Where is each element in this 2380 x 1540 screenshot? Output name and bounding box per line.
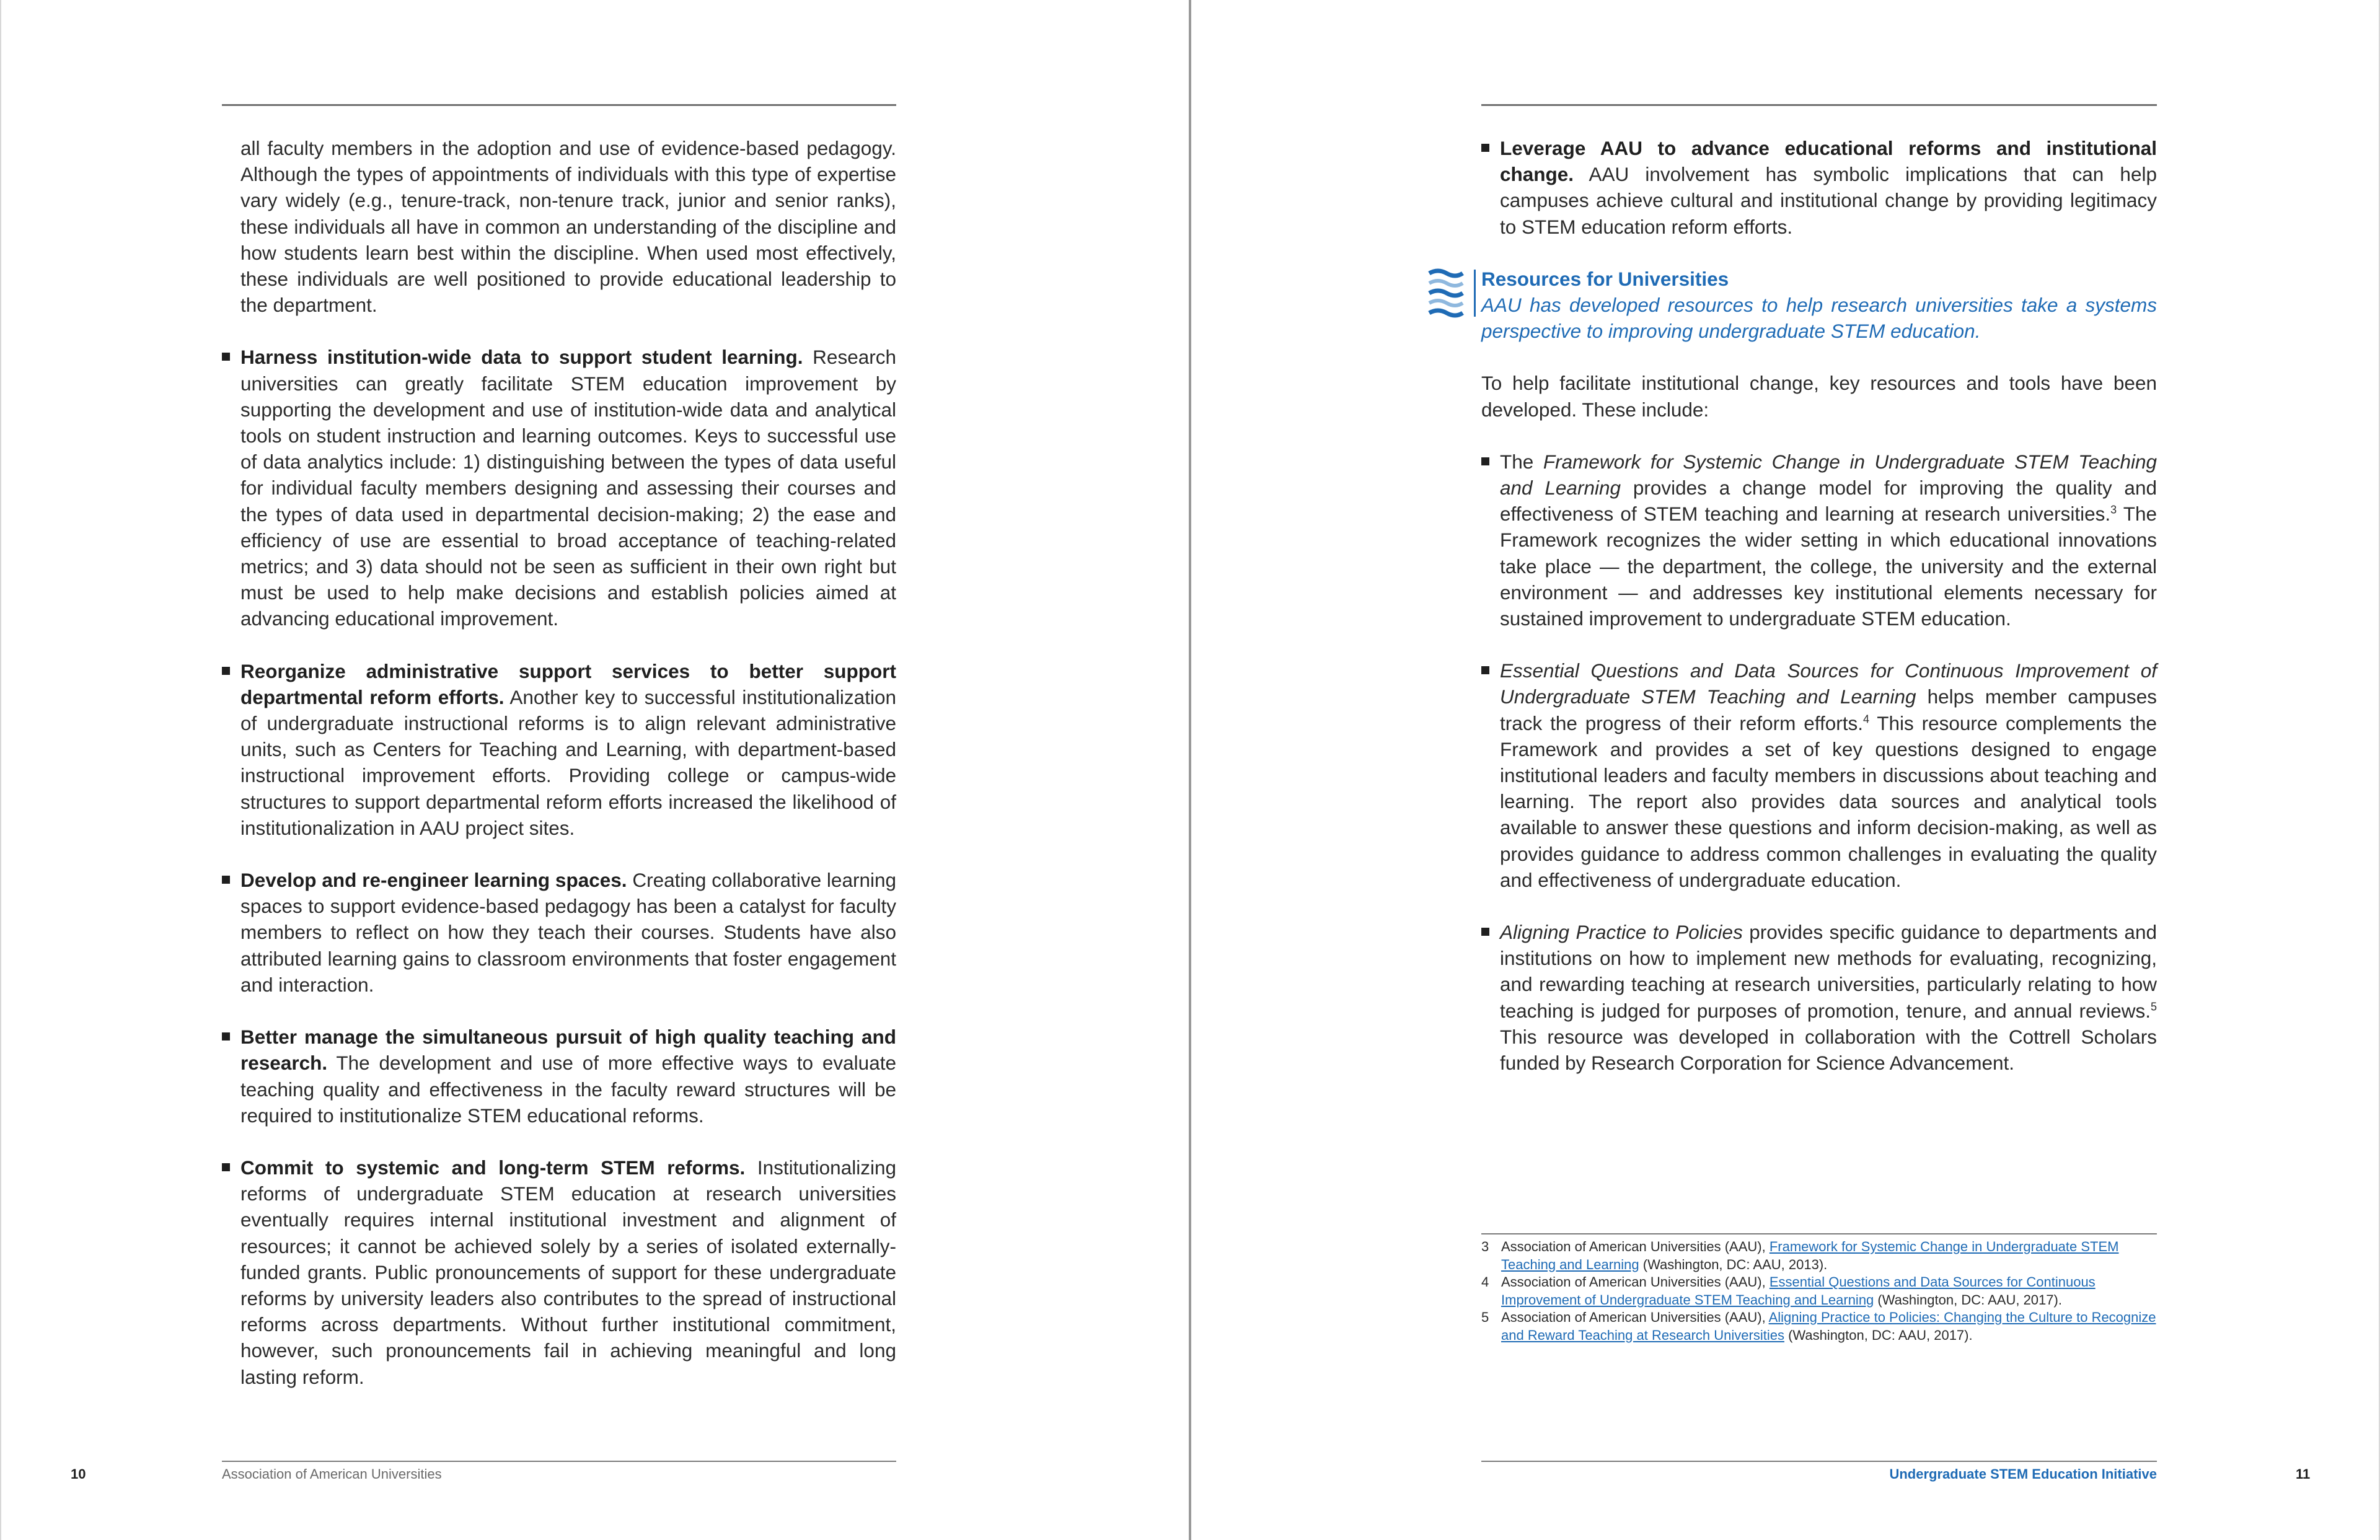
item-lead: The bbox=[1500, 450, 1543, 473]
footer-org-name: Association of American Universities bbox=[222, 1466, 442, 1482]
spread-gutter-divider bbox=[1189, 0, 1191, 1540]
bullet-reorganize-services bbox=[222, 658, 896, 841]
right-page-column bbox=[1481, 135, 2157, 1102]
footer-initiative-name: Undergraduate STEM Education Initiative bbox=[1889, 1466, 2157, 1482]
bullet-square-icon bbox=[222, 1163, 230, 1171]
bullet-harness-data bbox=[222, 344, 896, 631]
resource-item-framework bbox=[1481, 449, 2157, 631]
bullet-body: AAU involvement has symbolic implications that can help campuses achieve cultural and institutional change by providing legitimacy to STEM education reform efforts. bbox=[1500, 163, 2157, 238]
bullet-heading: Leverage AAU to advance educational reforms and institutional change. bbox=[1500, 137, 2157, 186]
footnote-post: (Washington, DC: AAU, 2013). bbox=[1639, 1256, 1828, 1272]
aau-stem-logo-icon bbox=[1424, 267, 1468, 319]
resources-title: Resources for Universities bbox=[1481, 267, 1729, 290]
item-tail: This resource was developed in collaboration with the Cottrell Scholars funded by Research Corporation for Science Advancement. bbox=[1500, 1025, 2157, 1075]
item-body: helps member campuses track the progress of their reform efforts. bbox=[1500, 685, 2157, 734]
footnote-pre: Association of American Universities (AAU), bbox=[1501, 1274, 1770, 1290]
item-title: Aligning Practice to Policies bbox=[1500, 921, 1743, 944]
footnote-number: 3 bbox=[1481, 1239, 1489, 1254]
bullet-square-icon bbox=[222, 876, 230, 884]
footnote-post: (Washington, DC: AAU, 2017). bbox=[1874, 1291, 2062, 1308]
footnote-3 bbox=[1481, 1238, 2157, 1274]
footnotes bbox=[1481, 1233, 2157, 1344]
bullet-body: Institutionalizing reforms of undergraduate STEM education at research universities eventually requires internal institutional investment and alignment of resources; it cannot be achieved solely by a series of isolated externally-funded grants. Public pronouncements of support for these undergraduate reforms by university leaders also contributes to the spread of instructional reforms across departments. Without further institutional commitment, however, such pronouncements fail in achieving meaningful and long lasting reform. bbox=[240, 1156, 897, 1388]
left-page-column bbox=[222, 135, 896, 1416]
page-number-right: 11 bbox=[2296, 1466, 2311, 1482]
footnote-ref: 5 bbox=[2150, 1000, 2157, 1013]
item-body: provides a change model for improving the quality and effectiveness of STEM teaching and learning at research universities. bbox=[1500, 477, 2157, 526]
bullet-body: Creating collaborative learning spaces to support evidence-based pedagogy has been a catalyst for faculty members to reflect on how they teach their courses. Students have also attributed learning gains to classroom environments that foster engagement and interaction. bbox=[240, 869, 897, 996]
bullet-learning-spaces bbox=[222, 867, 896, 998]
item-title: Essential Questions and Data Sources for Continuous Improvement of Undergraduate STEM Teaching and Learning bbox=[1500, 659, 2157, 708]
bullet-body: Research universities can greatly facilitate STEM education improvement by supporting the development and use of institution-wide data and analytical tools on student instruction and learning outcomes. Keys to successful use of data analytics include: 1) distinguishing between the types of data useful for individual faculty members designing and assessing their courses and the types of data used in departmental decision-making; 2) the ease and efficiency of use are essential to broad acceptance of teaching-related metrics; and 3) data should not be seen as sufficient in their own right but must be used to help make decisions and establish policies aimed at advancing educational improvement. bbox=[240, 346, 896, 630]
footnote-pre: Association of American Universities (AAU), bbox=[1501, 1239, 1770, 1254]
footer-rule-right bbox=[1481, 1461, 2157, 1462]
bullet-square-icon bbox=[222, 353, 230, 361]
item-tail: The Framework recognizes the wider setting in which educational innovations take place — the department, the college, the university and the external environment — and addresses key institutional elements necessary for sustained improvement to undergraduate STEM education. bbox=[1500, 503, 2157, 630]
bullet-heading: Develop and re-engineer learning spaces. bbox=[240, 869, 627, 892]
header-rule-right bbox=[1481, 104, 2157, 106]
resources-intro: To help facilitate institutional change, key resources and tools have been developed. These include: bbox=[1481, 372, 2157, 421]
footnote-link-framework[interactable]: Framework for Systemic Change in Undergraduate STEM Teaching and Learning bbox=[1501, 1239, 2119, 1272]
bullet-square-icon bbox=[1481, 144, 1489, 152]
bullet-commit-reforms bbox=[222, 1155, 896, 1390]
footnote-ref: 4 bbox=[1862, 713, 1869, 726]
bullet-teaching-research bbox=[222, 1024, 896, 1129]
footnote-ref: 3 bbox=[2110, 503, 2117, 516]
bullet-square-icon bbox=[1481, 457, 1489, 465]
footnote-link-essential-questions[interactable]: Essential Questions and Data Sources for Continuous Improvement of Undergraduate STEM Teaching and Learning bbox=[1501, 1274, 2096, 1308]
bullet-heading: Harness institution-wide data to support student learning. bbox=[240, 346, 803, 369]
bullet-square-icon bbox=[222, 1032, 230, 1041]
resource-item-essential-questions bbox=[1481, 658, 2157, 893]
footnote-4 bbox=[1481, 1274, 2157, 1309]
footnote-pre: Association of American Universities (AAU), bbox=[1501, 1309, 1769, 1325]
resource-item-aligning-practice bbox=[1481, 919, 2157, 1076]
callout-accent-bar bbox=[1474, 270, 1476, 317]
resources-subtitle: AAU has developed resources to help research universities take a systems perspective to improving undergraduate STEM education. bbox=[1481, 294, 2157, 343]
bullet-leverage-aau bbox=[1481, 135, 2157, 240]
footnote-number: 5 bbox=[1481, 1309, 1489, 1325]
continuation-paragraph: all faculty members in the adoption and use of evidence-based pedagogy. Although the types of appointments of individuals with this type of expertise vary widely (e.g., tenure-track, non-tenure track, junior and senior ranks), these individuals all have in common an understanding of the discipline and how students learn best within the discipline. When used most effectively, these individuals are well positioned to provide educational leadership to the department. bbox=[240, 137, 896, 317]
item-body: provides specific guidance to departments and institutions on how to implement new methods for evaluating, recognizing, and rewarding teaching at research universities, particularly relating to how teaching is judged for purposes of promotion, tenure, and annual reviews. bbox=[1500, 921, 2157, 1022]
bullet-square-icon bbox=[1481, 666, 1489, 674]
bullet-heading: Reorganize administrative support services to better support departmental reform efforts. bbox=[240, 659, 896, 708]
footnote-5 bbox=[1481, 1309, 2157, 1344]
footnote-post: (Washington, DC: AAU, 2017). bbox=[1784, 1327, 1973, 1343]
page-edge-left bbox=[0, 0, 1, 1540]
bullet-heading: Commit to systemic and long-term STEM reforms. bbox=[240, 1156, 746, 1179]
item-tail: This resource complements the Framework and provides a set of key questions designed to engage institutional leaders and faculty members in discussions about teaching and learning. The report also provides data sources and analytical tools available to answer these questions and inform decision-making, as well as provides guidance to address common challenges in evaluating the quality and effectiveness of undergraduate education. bbox=[1500, 711, 2157, 891]
item-title: Framework for Systemic Change in Undergraduate STEM Teaching and Learning bbox=[1500, 450, 2157, 499]
header-rule-left bbox=[222, 104, 896, 106]
bullet-square-icon bbox=[222, 667, 230, 675]
footnote-link-aligning-practice[interactable]: Aligning Practice to Policies: Changing the Culture to Recognize and Reward Teaching at Research Universities bbox=[1501, 1309, 2156, 1343]
bullet-body: The development and use of more effective ways to evaluate teaching quality and effectiveness in the faculty reward structures will be required to institutionalize STEM educational reforms. bbox=[240, 1052, 896, 1127]
footnote-number: 4 bbox=[1481, 1274, 1489, 1290]
bullet-square-icon bbox=[1481, 928, 1489, 936]
bullet-body: Another key to successful institutionalization of undergraduate instructional reforms is to align relevant administrative units, such as Centers for Teaching and Learning, with department-based instructional improvement efforts. Providing college or campus-wide structures to support departmental reform efforts increased the likelihood of institutionalization in AAU project sites. bbox=[240, 685, 896, 839]
footer-rule-left bbox=[222, 1461, 896, 1462]
resources-callout bbox=[1481, 266, 2157, 345]
page-number-left: 10 bbox=[71, 1466, 86, 1482]
bullet-heading: Better manage the simultaneous pursuit of high quality teaching and research. bbox=[240, 1026, 896, 1075]
